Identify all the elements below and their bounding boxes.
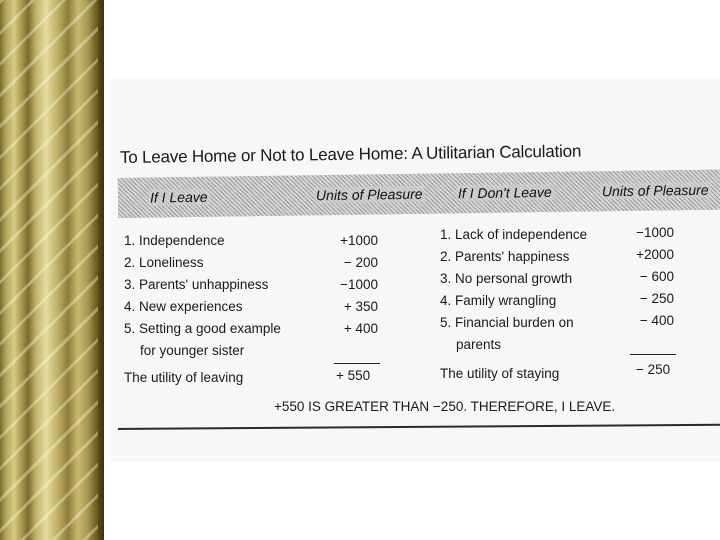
stay-total-value: − 250 (636, 362, 671, 377)
list-value: − 400 (639, 313, 674, 328)
bottom-rule (118, 424, 720, 430)
list-value: +2000 (636, 247, 674, 262)
leave-total-label: The utility of leaving (124, 370, 244, 385)
leave-items-list (124, 230, 281, 362)
list-item: parents (456, 337, 502, 352)
conclusion-text: +550 IS GREATER THAN −250. THEREFORE, I LEAVE. (274, 399, 616, 414)
list-item: 2. Loneliness (124, 255, 204, 270)
sum-rule-left (334, 363, 380, 364)
list-value: − 250 (639, 291, 674, 306)
list-value: +1000 (340, 233, 378, 248)
stay-total-label: The utility of staying (440, 366, 560, 381)
decorative-gold-border (0, 0, 104, 540)
list-item: 1. Lack of independence (440, 227, 588, 242)
list-item: 3. No personal growth (440, 271, 573, 286)
list-item: 5. Setting a good example (124, 321, 281, 336)
table-header-band (118, 170, 720, 218)
list-value: − 200 (343, 255, 378, 270)
header-if-i-dont-leave: If I Don't Leave (457, 183, 552, 202)
list-item: 2. Parents' happiness (440, 249, 570, 264)
header-units-of-pleasure-2: Units of Pleasure (601, 181, 709, 200)
list-item: 4. New experiences (124, 299, 243, 314)
list-item: for younger sister (140, 343, 245, 358)
page-title: To Leave Home or Not to Leave Home: A Utilitarian Calculation (119, 141, 582, 167)
stay-values-list (622, 222, 674, 332)
header-if-i-leave: If I Leave (149, 188, 208, 206)
header-units-of-pleasure-1: Units of Pleasure (315, 185, 423, 204)
list-item: 3. Parents' unhappiness (124, 277, 269, 292)
list-value: −1000 (340, 277, 378, 292)
leave-total-value: + 550 (336, 368, 371, 383)
stay-items-list (440, 224, 587, 356)
list-value: − 600 (639, 269, 674, 284)
list-item: 5. Financial burden on (440, 315, 574, 330)
list-value: + 400 (343, 321, 378, 336)
scanned-table-image (110, 78, 720, 462)
list-item: 1. Independence (124, 233, 225, 248)
leave-values-list (328, 230, 378, 340)
list-value: −1000 (636, 225, 674, 240)
list-item: 4. Family wrangling (440, 293, 557, 308)
sum-rule-right (630, 354, 676, 355)
list-value: + 350 (343, 299, 378, 314)
